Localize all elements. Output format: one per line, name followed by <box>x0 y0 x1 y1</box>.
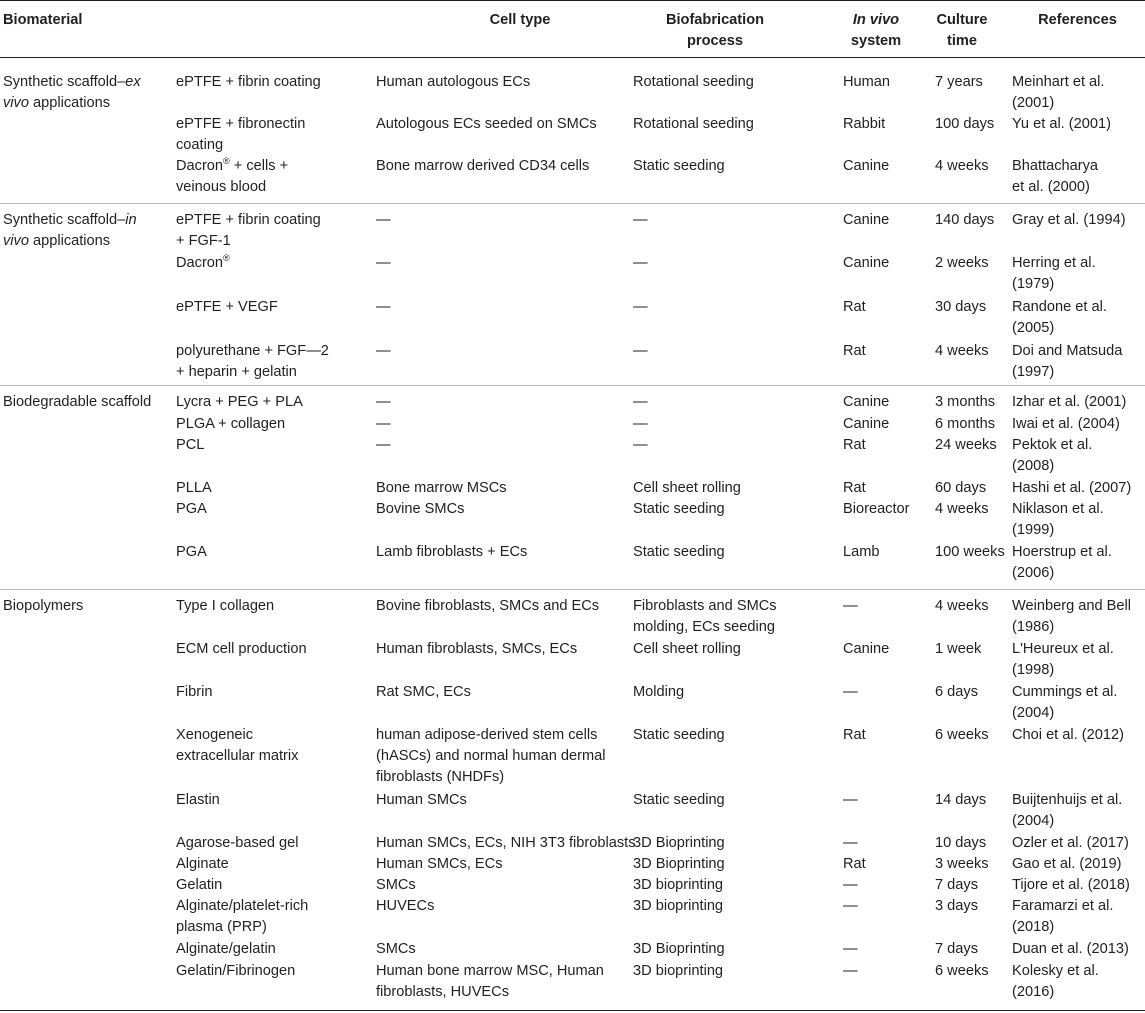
cell-culture-time: 6 weeks <box>935 963 989 979</box>
cell-culture-time: 2 weeks <box>935 255 989 271</box>
cell-process: 3D bioprinting <box>633 963 724 979</box>
cell-culture-time: 60 days <box>935 480 987 496</box>
cell-biomaterial: ePTFE + fibrin coating + FGF-1 <box>176 212 321 249</box>
header-cell-type: Cell type <box>489 12 551 28</box>
cell-biomaterial: PLGA + collagen <box>176 416 286 432</box>
cell-biomaterial: PGA <box>176 501 207 517</box>
cell-process: 3D Bioprinting <box>633 941 725 957</box>
cell-biomaterial: Elastin <box>176 792 220 808</box>
cell-system: Human <box>843 74 891 90</box>
cell-reference: Hoerstrup et al. (2006) <box>1012 544 1112 581</box>
cell-culture-time: 30 days <box>935 299 987 315</box>
cell-cell-type: human adipose-derived stem cells (hASCs) and normal human dermal fibroblasts (NHDFs) <box>376 727 606 785</box>
cell-biomaterial: Alginate/platelet-rich plasma (PRP) <box>176 898 309 935</box>
cell-reference: Hashi et al. (2007) <box>1012 480 1132 496</box>
cell-cell-type: — <box>376 343 391 359</box>
cell-process: Cell sheet rolling <box>633 480 741 496</box>
cell-culture-time: 4 weeks <box>935 343 989 359</box>
cell-process: 3D bioprinting <box>633 877 724 893</box>
cell-reference: Choi et al. (2012) <box>1012 727 1124 743</box>
cell-cell-type: — <box>376 212 391 228</box>
cell-cell-type: Human SMCs, ECs, NIH 3T3 fibroblasts <box>376 835 636 851</box>
cell-system: Rat <box>843 480 866 496</box>
cell-culture-time: 3 weeks <box>935 856 989 872</box>
cell-system: — <box>843 941 858 957</box>
cell-reference: Gao et al. (2019) <box>1012 856 1122 872</box>
group-divider <box>0 589 1145 590</box>
cell-culture-time: 4 weeks <box>935 501 989 517</box>
cell-biomaterial: Dacron® <box>176 253 230 271</box>
cell-culture-time: 3 months <box>935 394 996 410</box>
cell-cell-type: — <box>376 437 391 453</box>
top-rule <box>0 0 1145 1</box>
cell-biomaterial: ePTFE + VEGF <box>176 299 278 315</box>
cell-culture-time: 100 weeks <box>935 544 1005 560</box>
cell-process: Fibroblasts and SMCs molding, ECs seeding <box>633 598 777 635</box>
cell-reference: Weinberg and Bell (1986) <box>1012 598 1131 635</box>
cell-process: Static seeding <box>633 544 725 560</box>
cell-culture-time: 10 days <box>935 835 987 851</box>
cell-reference: Randone et al. (2005) <box>1012 299 1107 336</box>
cell-process: Static seeding <box>633 792 725 808</box>
group-label-biodegradable: Biodegradable scaffold <box>3 394 152 410</box>
cell-process: — <box>633 255 648 271</box>
cell-reference: Gray et al. (1994) <box>1012 212 1126 228</box>
cell-system: Rat <box>843 727 866 743</box>
cell-system: — <box>843 898 858 914</box>
cell-cell-type: Lamb fibroblasts + ECs <box>376 544 528 560</box>
cell-reference: Izhar et al. (2001) <box>1012 394 1127 410</box>
cell-culture-time: 24 weeks <box>935 437 997 453</box>
cell-reference: Ozler et al. (2017) <box>1012 835 1129 851</box>
cell-process: Static seeding <box>633 501 725 517</box>
cell-reference: Duan et al. (2013) <box>1012 941 1129 957</box>
header-biofabrication: Biofabrication process <box>665 12 765 49</box>
cell-biomaterial: Fibrin <box>176 684 213 700</box>
cell-cell-type: Bone marrow MSCs <box>376 480 507 496</box>
cell-system: Canine <box>843 255 890 271</box>
header-rule <box>0 57 1145 58</box>
cell-cell-type: Bone marrow derived CD34 cells <box>376 158 590 174</box>
cell-biomaterial: polyurethane + FGF—2 + heparin + gelatin <box>176 343 329 380</box>
cell-culture-time: 100 days <box>935 116 995 132</box>
cell-reference: Buijtenhuijs et al. (2004) <box>1012 792 1123 829</box>
cell-culture-time: 7 years <box>935 74 983 90</box>
cell-reference: Faramarzi et al. (2018) <box>1012 898 1114 935</box>
cell-culture-time: 4 weeks <box>935 598 989 614</box>
cell-cell-type: Human bone marrow MSC, Human fibroblasts, HUVECs <box>376 963 604 1000</box>
cell-reference: Bhattacharya et al. (2000) <box>1012 158 1098 195</box>
cell-biomaterial: Gelatin/Fibrinogen <box>176 963 296 979</box>
cell-reference: Yu et al. (2001) <box>1012 116 1111 132</box>
group-label-invivo: Synthetic scaffold–in vivo applications <box>3 212 137 249</box>
cell-cell-type: SMCs <box>376 941 416 957</box>
cell-biomaterial: ePTFE + fibronectin coating <box>176 116 306 153</box>
group-label-biopolymers: Biopolymers <box>3 598 84 614</box>
cell-biomaterial: Type I collagen <box>176 598 275 614</box>
cell-cell-type: — <box>376 416 391 432</box>
cell-culture-time: 7 days <box>935 941 978 957</box>
header-references: References <box>1038 12 1117 28</box>
header-culture-time: Culture time <box>936 12 988 49</box>
cell-cell-type: Human SMCs <box>376 792 467 808</box>
group-label-exvivo: Synthetic scaffold–ex vivo applications <box>3 74 141 111</box>
cell-cell-type: Human fibroblasts, SMCs, ECs <box>376 641 578 657</box>
cell-cell-type: Autologous ECs seeded on SMCs <box>376 116 597 132</box>
cell-system: Rat <box>843 856 866 872</box>
cell-biomaterial: Lycra + PEG + PLA <box>176 394 303 410</box>
cell-system: Canine <box>843 394 890 410</box>
cell-reference: L'Heureux et al. (1998) <box>1012 641 1114 678</box>
cell-system: Rat <box>843 343 866 359</box>
cell-process: Rotational seeding <box>633 74 754 90</box>
cell-reference: Iwai et al. (2004) <box>1012 416 1120 432</box>
cell-reference: Doi and Matsuda (1997) <box>1012 343 1123 380</box>
cell-reference: Niklason et al. (1999) <box>1012 501 1104 538</box>
cell-cell-type: — <box>376 299 391 315</box>
cell-biomaterial: Dacron® + cells + veinous blood <box>176 156 289 195</box>
cell-cell-type: Rat SMC, ECs <box>376 684 471 700</box>
cell-process: Static seeding <box>633 158 725 174</box>
cell-cell-type: — <box>376 394 391 410</box>
cell-reference: Kolesky et al. (2016) <box>1012 963 1099 1000</box>
cell-process: Static seeding <box>633 727 725 743</box>
cell-biomaterial: ECM cell production <box>176 641 307 657</box>
cell-system: — <box>843 963 858 979</box>
cell-reference: Meinhart et al. (2001) <box>1012 74 1105 111</box>
cell-process: 3D bioprinting <box>633 898 724 914</box>
cell-biomaterial: Alginate/gelatin <box>176 941 276 957</box>
cell-system: — <box>843 598 858 614</box>
cell-system: — <box>843 792 858 808</box>
cell-culture-time: 14 days <box>935 792 987 808</box>
cell-system: Rat <box>843 299 866 315</box>
cell-reference: Herring et al. (1979) <box>1012 255 1096 292</box>
cell-system: Rat <box>843 437 866 453</box>
cell-system: Bioreactor <box>843 501 910 517</box>
cell-reference: Cummings et al. (2004) <box>1012 684 1118 721</box>
group-divider <box>0 385 1145 386</box>
cell-process: 3D Bioprinting <box>633 835 725 851</box>
cell-cell-type: Bovine SMCs <box>376 501 465 517</box>
cell-process: — <box>633 437 648 453</box>
cell-biomaterial: ePTFE + fibrin coating <box>176 74 321 90</box>
cell-biomaterial: Gelatin <box>176 877 223 893</box>
cell-reference: Pektok et al. (2008) <box>1012 437 1093 474</box>
header-in-vivo: In vivo system <box>850 12 902 49</box>
cell-culture-time: 7 days <box>935 877 978 893</box>
cell-culture-time: 6 months <box>935 416 996 432</box>
cell-cell-type: SMCs <box>376 877 416 893</box>
bottom-rule <box>0 1010 1145 1011</box>
cell-system: Lamb <box>843 544 880 560</box>
header-biomaterial: Biomaterial <box>3 12 83 28</box>
cell-system: — <box>843 835 858 851</box>
cell-system: Rabbit <box>843 116 886 132</box>
cell-culture-time: 140 days <box>935 212 995 228</box>
cell-system: — <box>843 877 858 893</box>
cell-system: Canine <box>843 641 890 657</box>
cell-system: Canine <box>843 416 890 432</box>
cell-process: — <box>633 299 648 315</box>
cell-reference: Tijore et al. (2018) <box>1012 877 1130 893</box>
cell-cell-type: Bovine fibroblasts, SMCs and ECs <box>376 598 600 614</box>
cell-culture-time: 3 days <box>935 898 978 914</box>
cell-biomaterial: PLLA <box>176 480 212 496</box>
cell-cell-type: Human SMCs, ECs <box>376 856 503 872</box>
group-divider <box>0 203 1145 204</box>
cell-process: — <box>633 212 648 228</box>
cell-process: 3D Bioprinting <box>633 856 725 872</box>
cell-cell-type: HUVECs <box>376 898 435 914</box>
cell-biomaterial: Alginate <box>176 856 229 872</box>
cell-system: — <box>843 684 858 700</box>
cell-process: — <box>633 394 648 410</box>
cell-culture-time: 6 weeks <box>935 727 989 743</box>
cell-system: Canine <box>843 212 890 228</box>
cell-process: — <box>633 343 648 359</box>
cell-cell-type: — <box>376 255 391 271</box>
cell-cell-type: Human autologous ECs <box>376 74 531 90</box>
cell-process: Molding <box>633 684 685 700</box>
cell-biomaterial: PCL <box>176 437 205 453</box>
cell-process: — <box>633 416 648 432</box>
cell-system: Canine <box>843 158 890 174</box>
cell-biomaterial: PGA <box>176 544 207 560</box>
cell-culture-time: 6 days <box>935 684 978 700</box>
cell-biomaterial: Xenogeneic extracellular matrix <box>176 727 299 764</box>
cell-process: Cell sheet rolling <box>633 641 741 657</box>
cell-biomaterial: Agarose-based gel <box>176 835 299 851</box>
cell-culture-time: 4 weeks <box>935 158 989 174</box>
cell-culture-time: 1 week <box>935 641 982 657</box>
cell-process: Rotational seeding <box>633 116 754 132</box>
